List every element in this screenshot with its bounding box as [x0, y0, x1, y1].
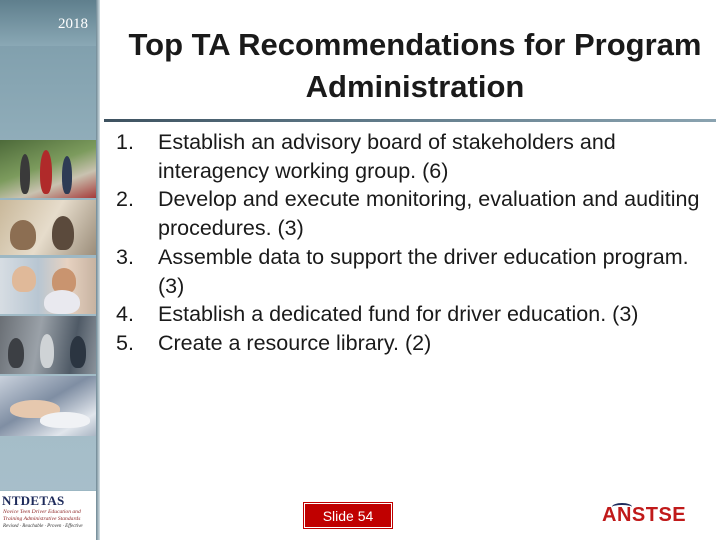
- list-item: [116, 185, 712, 242]
- ntdetas-logo: [0, 490, 100, 540]
- photo-students-outdoors: [0, 140, 96, 198]
- list-item-text: Create a resource library. (2): [158, 330, 432, 355]
- list-item-text: Assemble data to support the driver education program. (3): [158, 244, 689, 298]
- year-box: [0, 0, 96, 46]
- list-item-text: Establish an advisory board of stakeholders and interagency working group. (6): [158, 130, 616, 183]
- list-item: [116, 128, 712, 185]
- sidebar-divider: [96, 0, 100, 540]
- logo-title: NTDETAS: [2, 493, 65, 508]
- slide-number-badge: Slide 54: [304, 503, 392, 528]
- list-item: [116, 300, 712, 329]
- list-item: [116, 329, 712, 358]
- photo-training-room: [0, 316, 96, 374]
- anstse-logo-text: ANSTSE: [602, 504, 687, 526]
- list-item-text: Develop and execute monitoring, evaluation and auditing procedures. (3): [158, 187, 700, 241]
- recommendation-list: [116, 128, 712, 358]
- photo-hands-keyboard: [0, 376, 96, 436]
- slide-title: Top TA Recommendations for Program Administration: [128, 27, 702, 104]
- list-item-number: 4.: [116, 302, 134, 327]
- list-item-number: 2.: [116, 187, 134, 212]
- list-item-text: Establish a dedicated fund for driver education. (3): [158, 302, 639, 327]
- photo-driving-student: [0, 258, 96, 314]
- anstse-logo: [602, 504, 686, 527]
- title-divider: [104, 119, 716, 122]
- list-item: [116, 243, 712, 300]
- list-item-number: 1.: [116, 130, 134, 154]
- sidebar: [0, 0, 100, 540]
- year-label: 2018: [58, 16, 88, 32]
- photo-classroom: [0, 200, 96, 255]
- list-item-number: 5.: [116, 330, 134, 355]
- list-item-number: 3.: [116, 244, 134, 269]
- logo-tagline: Revised · Reachable · Proven · Effective: [3, 524, 83, 529]
- logo-subtitle-line-2: Training Administrative Standards: [3, 516, 81, 522]
- logo-subtitle-line-1: Novice Teen Driver Education and: [3, 509, 81, 515]
